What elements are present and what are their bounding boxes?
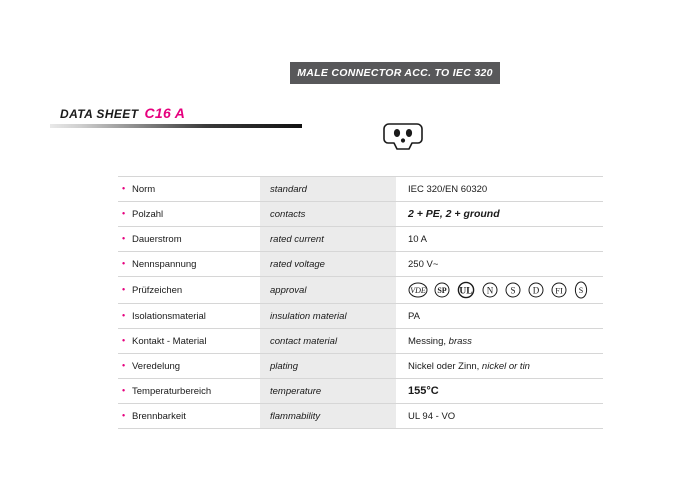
bullet-icon: • <box>122 335 126 346</box>
gradient-divider <box>50 124 302 128</box>
spec-name-de <box>118 252 260 277</box>
spec-name-en: contacts <box>260 202 396 227</box>
spec-name-en: rated voltage <box>260 252 396 277</box>
spec-value: 10 A <box>408 233 428 245</box>
svg-text:S: S <box>578 286 584 295</box>
spec-name-en: rated current <box>260 227 396 252</box>
semko-mark-icon <box>433 281 451 299</box>
bullet-icon: • <box>122 233 126 244</box>
spec-value <box>396 354 603 379</box>
bullet-icon: • <box>122 208 126 219</box>
spec-name-en: standard <box>260 177 396 202</box>
semko-s-mark-icon <box>504 281 522 299</box>
svg-text:FI: FI <box>555 285 563 296</box>
bullet-icon: • <box>122 410 126 421</box>
spec-name-de <box>118 404 260 429</box>
spec-value: 2 + PE, 2 + ground <box>408 208 500 220</box>
svg-text:VDE: VDE <box>410 286 426 295</box>
table-row <box>118 329 603 354</box>
spec-label-de: Isolationsmaterial <box>132 310 206 322</box>
spec-label-de: Veredelung <box>132 360 181 372</box>
svg-text:S: S <box>510 285 516 296</box>
svg-text:SP: SP <box>437 286 447 295</box>
spec-label-de: Kontakt - Material <box>132 335 207 347</box>
demko-mark-icon <box>527 281 545 299</box>
table-row <box>118 379 603 404</box>
spec-label-de: Dauerstrom <box>132 233 182 245</box>
table-row <box>118 227 603 252</box>
page-title: MALE CONNECTOR ACC. TO IEC 320 <box>297 67 493 79</box>
spec-name-de <box>118 277 260 304</box>
table-row <box>118 277 603 304</box>
fimko-mark-icon <box>550 281 568 299</box>
spec-name-de <box>118 354 260 379</box>
page-header-banner <box>290 62 500 84</box>
table-row <box>118 177 603 202</box>
bullet-icon: • <box>122 183 126 194</box>
spec-label-de: Nennspannung <box>132 258 197 270</box>
nemko-mark-icon <box>481 281 499 299</box>
svg-text:N: N <box>486 285 494 296</box>
vde-mark-icon <box>408 281 428 299</box>
spec-name-en: plating <box>260 354 396 379</box>
spec-label-de: Prüfzeichen <box>132 284 183 296</box>
spec-label-de: Brennbarkeit <box>132 410 186 422</box>
bullet-icon: • <box>122 258 126 269</box>
spec-name-de <box>118 202 260 227</box>
approval-marks-group <box>408 280 603 300</box>
connector-pictogram-icon <box>382 122 424 152</box>
svg-text:D: D <box>532 285 540 296</box>
bullet-icon: • <box>122 310 126 321</box>
bullet-icon: • <box>122 360 126 371</box>
spec-name-de <box>118 329 260 354</box>
datasheet-code: C16 A <box>144 105 186 121</box>
spec-name-en: temperature <box>260 379 396 404</box>
table-row <box>118 252 603 277</box>
spec-value-de: Nickel oder Zinn, <box>408 360 482 372</box>
spec-value: IEC 320/EN 60320 <box>408 183 488 195</box>
spec-label-de: Polzahl <box>132 208 164 220</box>
sev-mark-icon <box>573 280 589 300</box>
spec-value: UL 94 - VO <box>408 410 456 422</box>
table-row <box>118 304 603 329</box>
spec-value: 250 V~ <box>408 258 439 270</box>
spec-name-en: contact material <box>260 329 396 354</box>
spec-name-de <box>118 304 260 329</box>
spec-value: 155°C <box>408 385 439 397</box>
spec-name-de <box>118 177 260 202</box>
datasheet-label: DATA SHEET <box>60 107 139 121</box>
table-row <box>118 404 603 429</box>
svg-text:UL: UL <box>459 286 473 297</box>
spec-value: PA <box>408 310 420 322</box>
spec-value <box>396 329 603 354</box>
datasheet-heading <box>60 105 185 121</box>
specification-table <box>118 176 603 429</box>
spec-name-en: approval <box>260 277 396 304</box>
spec-value-approvals <box>396 277 603 304</box>
spec-label-de: Temperaturbereich <box>132 385 212 397</box>
spec-label-de: Norm <box>132 183 156 195</box>
spec-name-de <box>118 379 260 404</box>
spec-name-en: flammability <box>260 404 396 429</box>
bullet-icon: • <box>122 284 126 295</box>
bullet-icon: • <box>122 385 126 396</box>
spec-value-de: Messing, <box>408 335 449 347</box>
table-row <box>118 202 603 227</box>
ul-mark-icon <box>456 281 476 299</box>
spec-value-en: brass <box>448 335 472 347</box>
table-row <box>118 354 603 379</box>
spec-name-en: insulation material <box>260 304 396 329</box>
spec-name-de <box>118 227 260 252</box>
spec-value-en: nickel or tin <box>481 360 530 372</box>
